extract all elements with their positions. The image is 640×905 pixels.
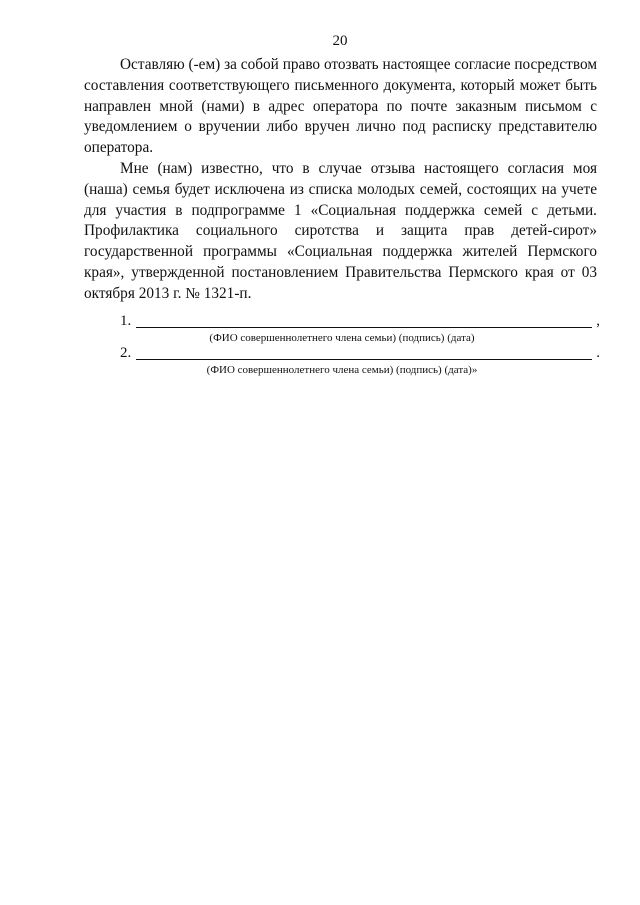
signature-underline	[136, 327, 592, 328]
signature-number: 2.	[120, 345, 132, 361]
signature-line	[84, 310, 600, 332]
signature-underline	[136, 359, 592, 360]
signature-line	[84, 342, 600, 364]
signature-end-mark: .	[596, 345, 600, 361]
signature-number: 1.	[120, 313, 132, 329]
signature-caption: (ФИО совершеннолетнего члена семьи) (подпись) (дата)	[209, 332, 475, 344]
paragraph-revocation-consequence: Мне (нам) известно, что в случае отзыва настоящего согласия моя (наша) семья будет исключена из списка молодых семей, состоящих на учете для участия в подпрограмме 1 «Социальная поддержка семей с детьми. Профилактика социального сиротства и защита прав детей-сирот» государственной программы «Социальная поддержка жителей Пермского края», утвержденной постановлением Правительства Пермского края от 03 октября 2013 г. № 1321-п.	[84, 159, 597, 302]
paragraph-revocation-right: Оставляю (-ем) за собой право отозвать настоящее согласие посредством составления соответствующего письменного документа, который может быть направлен мной (нами) в адрес оператора по почте заказным письмом с уведомлением о вручении либо вручен лично под расписку представителю оператора.	[84, 56, 597, 157]
page-number: 20	[332, 33, 348, 49]
signature-caption: (ФИО совершеннолетнего члена семьи) (подпись) (дата)»	[206, 364, 478, 376]
signature-block-2	[84, 342, 600, 376]
signature-block-1	[84, 310, 600, 344]
signature-end-mark: ,	[596, 313, 600, 329]
body-text	[84, 55, 597, 305]
